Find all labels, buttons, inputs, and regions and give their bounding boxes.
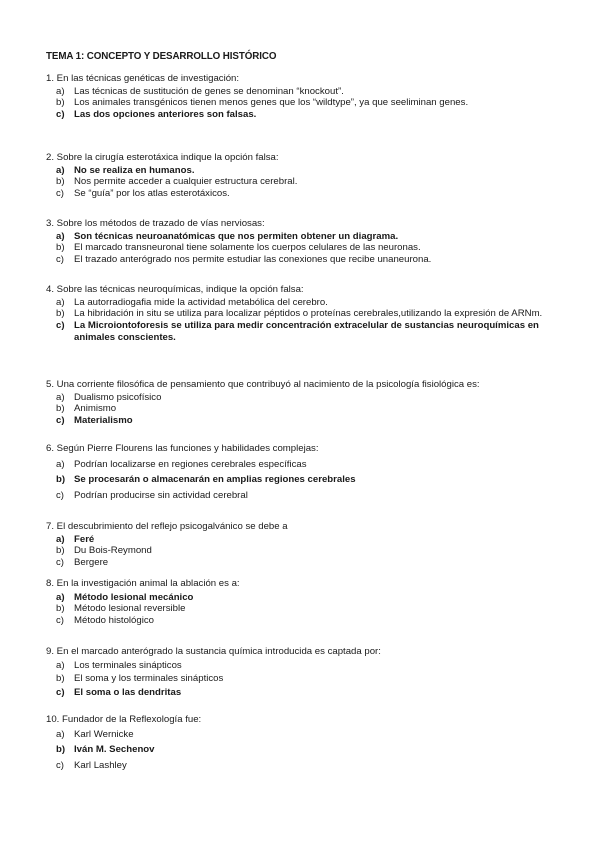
option-letter: b) — [56, 308, 65, 320]
option-text: Método histológico — [74, 615, 154, 627]
option-a — [46, 297, 556, 309]
option-letter: c) — [56, 188, 64, 200]
option-text: Los animales transgénicos tienen menos genes que los “wildtype”, ya que seeliminan genes. — [74, 97, 469, 109]
option-text: Son técnicas neuroanatómicas que nos permiten obtener un diagrama. — [74, 230, 399, 242]
option-a-correct — [46, 165, 556, 177]
option-letter: a) — [56, 533, 65, 545]
option-b — [46, 403, 556, 415]
option-text: Karl Lashley — [74, 760, 127, 772]
option-c — [46, 188, 556, 200]
question-text: 10. Fundador de la Reflexología fue: — [46, 714, 202, 725]
option-b — [46, 97, 556, 109]
option-c — [46, 490, 556, 502]
option-a-correct — [46, 592, 556, 604]
question-text: 7. El descubrimiento del reflejo psicogalvánico se debe a — [46, 521, 288, 532]
option-text: Materialismo — [74, 415, 133, 427]
option-c-correct — [46, 320, 556, 343]
option-letter: c) — [56, 109, 65, 121]
option-text: Podrían producirse sin actividad cerebral — [74, 490, 248, 502]
question-text: 4. Sobre las técnicas neuroquímicas, indique la opción falsa: — [46, 284, 304, 295]
option-letter: a) — [56, 230, 65, 242]
option-text: Bergere — [74, 557, 109, 569]
option-letter: b) — [56, 673, 65, 685]
option-b — [46, 545, 556, 557]
option-b — [46, 308, 556, 320]
option-text: Se “guía” por los atlas esterotáxicos. — [74, 188, 230, 200]
option-text: Feré — [74, 533, 95, 545]
option-c — [46, 557, 556, 569]
option-letter: b) — [56, 474, 66, 486]
option-text: No se realiza en humanos. — [74, 164, 195, 176]
question-8 — [46, 578, 556, 627]
option-text: Las técnicas de sustitución de genes se denominan “knockout”. — [74, 85, 344, 97]
option-letter: a) — [56, 728, 65, 740]
option-b — [46, 176, 556, 188]
option-a — [46, 729, 556, 741]
question-10 — [46, 714, 556, 772]
option-text: Método lesional reversible — [74, 603, 186, 615]
option-letter: b) — [56, 97, 65, 109]
question-text: 8. En la investigación animal la ablación es a: — [46, 578, 240, 589]
option-text: Iván M. Sechenov — [74, 744, 155, 756]
option-text: La Microiontoforesis se utiliza para medir concentración extracelular de sustancias neuroquímicas en animales conscientes. — [74, 320, 539, 343]
option-a — [46, 660, 556, 672]
option-text: Podrían localizarse en regiones cerebrales específicas — [74, 458, 307, 470]
question-text: 9. En el marcado anterógrado la sustancia química introducida es captada por: — [46, 646, 381, 657]
question-9 — [46, 646, 556, 699]
question-text: 3. Sobre los métodos de trazado de vías nerviosas: — [46, 218, 265, 229]
option-text: Las dos opciones anteriores son falsas. — [74, 109, 257, 121]
option-letter: a) — [56, 591, 65, 603]
option-c-correct — [46, 687, 556, 699]
option-a-correct — [46, 534, 556, 546]
option-text: La autorradiogafia mide la actividad metabólica del cerebro. — [74, 296, 328, 308]
option-letter: a) — [56, 659, 65, 671]
option-text: Se procesarán o almacenarán en amplias regiones cerebrales — [74, 474, 356, 486]
option-letter: b) — [56, 603, 65, 615]
document-title: TEMA 1: CONCEPTO Y DESARROLLO HISTÓRICO — [46, 51, 277, 62]
option-text: Karl Wernicke — [74, 728, 134, 740]
option-letter: c) — [56, 254, 64, 266]
question-text: 1. En las técnicas genéticas de investigación: — [46, 73, 240, 84]
option-c — [46, 254, 556, 266]
question-6 — [46, 443, 556, 502]
option-letter: a) — [56, 296, 65, 308]
option-a — [46, 86, 556, 98]
option-c — [46, 760, 556, 772]
option-c — [46, 615, 556, 627]
option-letter: c) — [56, 615, 64, 627]
option-letter: c) — [56, 490, 64, 502]
option-letter: c) — [56, 415, 65, 427]
option-b-correct — [46, 744, 556, 756]
option-letter: c) — [56, 320, 65, 332]
option-letter: c) — [56, 557, 64, 569]
option-a-correct — [46, 231, 556, 243]
option-text: El marcado transneuronal tiene solamente los cuerpos celulares de las neuronas. — [74, 242, 421, 254]
option-letter: a) — [56, 164, 65, 176]
option-letter: b) — [56, 744, 66, 756]
option-a — [46, 392, 556, 404]
option-text: Animismo — [74, 403, 117, 415]
option-letter: a) — [56, 85, 65, 97]
question-text: 5. Una corriente filosófica de pensamiento que contribuyó al nacimiento de la psicología fisiológica es: — [46, 379, 480, 390]
question-4 — [46, 284, 556, 344]
option-c-correct — [46, 109, 556, 121]
option-letter: b) — [56, 242, 65, 254]
option-b-correct — [46, 474, 556, 486]
question-3 — [46, 218, 556, 266]
option-a — [46, 459, 556, 471]
question-5 — [46, 379, 556, 427]
option-text: El trazado anterógrado nos permite estudiar las conexiones que recibe unaneurona. — [74, 254, 432, 266]
option-letter: a) — [56, 391, 65, 403]
option-text: Método lesional mecánico — [74, 591, 194, 603]
option-letter: c) — [56, 687, 65, 699]
question-2 — [46, 152, 556, 200]
option-text: La hibridación in situ se utiliza para localizar péptidos o proteínas cerebrales,utilizando la expresión de ARNm. — [74, 308, 543, 320]
option-text: El soma o las dendritas — [74, 687, 182, 699]
question-1 — [46, 73, 556, 121]
question-text: 2. Sobre la cirugía esterotáxica indique la opción falsa: — [46, 152, 279, 163]
option-letter: b) — [56, 545, 65, 557]
option-text: Du Bois-Reymond — [74, 545, 152, 557]
option-letter: b) — [56, 176, 65, 188]
option-letter: c) — [56, 760, 64, 772]
question-text: 6. Según Pierre Flourens las funciones y habilidades complejas: — [46, 443, 319, 454]
option-text: El soma y los terminales sinápticos — [74, 673, 224, 685]
option-b — [46, 603, 556, 615]
option-c-correct — [46, 415, 556, 427]
option-letter: b) — [56, 403, 65, 415]
option-letter: a) — [56, 458, 65, 470]
option-b — [46, 673, 556, 685]
question-7 — [46, 521, 556, 569]
option-text: Dualismo psicofísico — [74, 391, 162, 403]
option-b — [46, 242, 556, 254]
option-text: Los terminales sinápticos — [74, 659, 182, 671]
option-text: Nos permite acceder a cualquier estructura cerebral. — [74, 176, 298, 188]
